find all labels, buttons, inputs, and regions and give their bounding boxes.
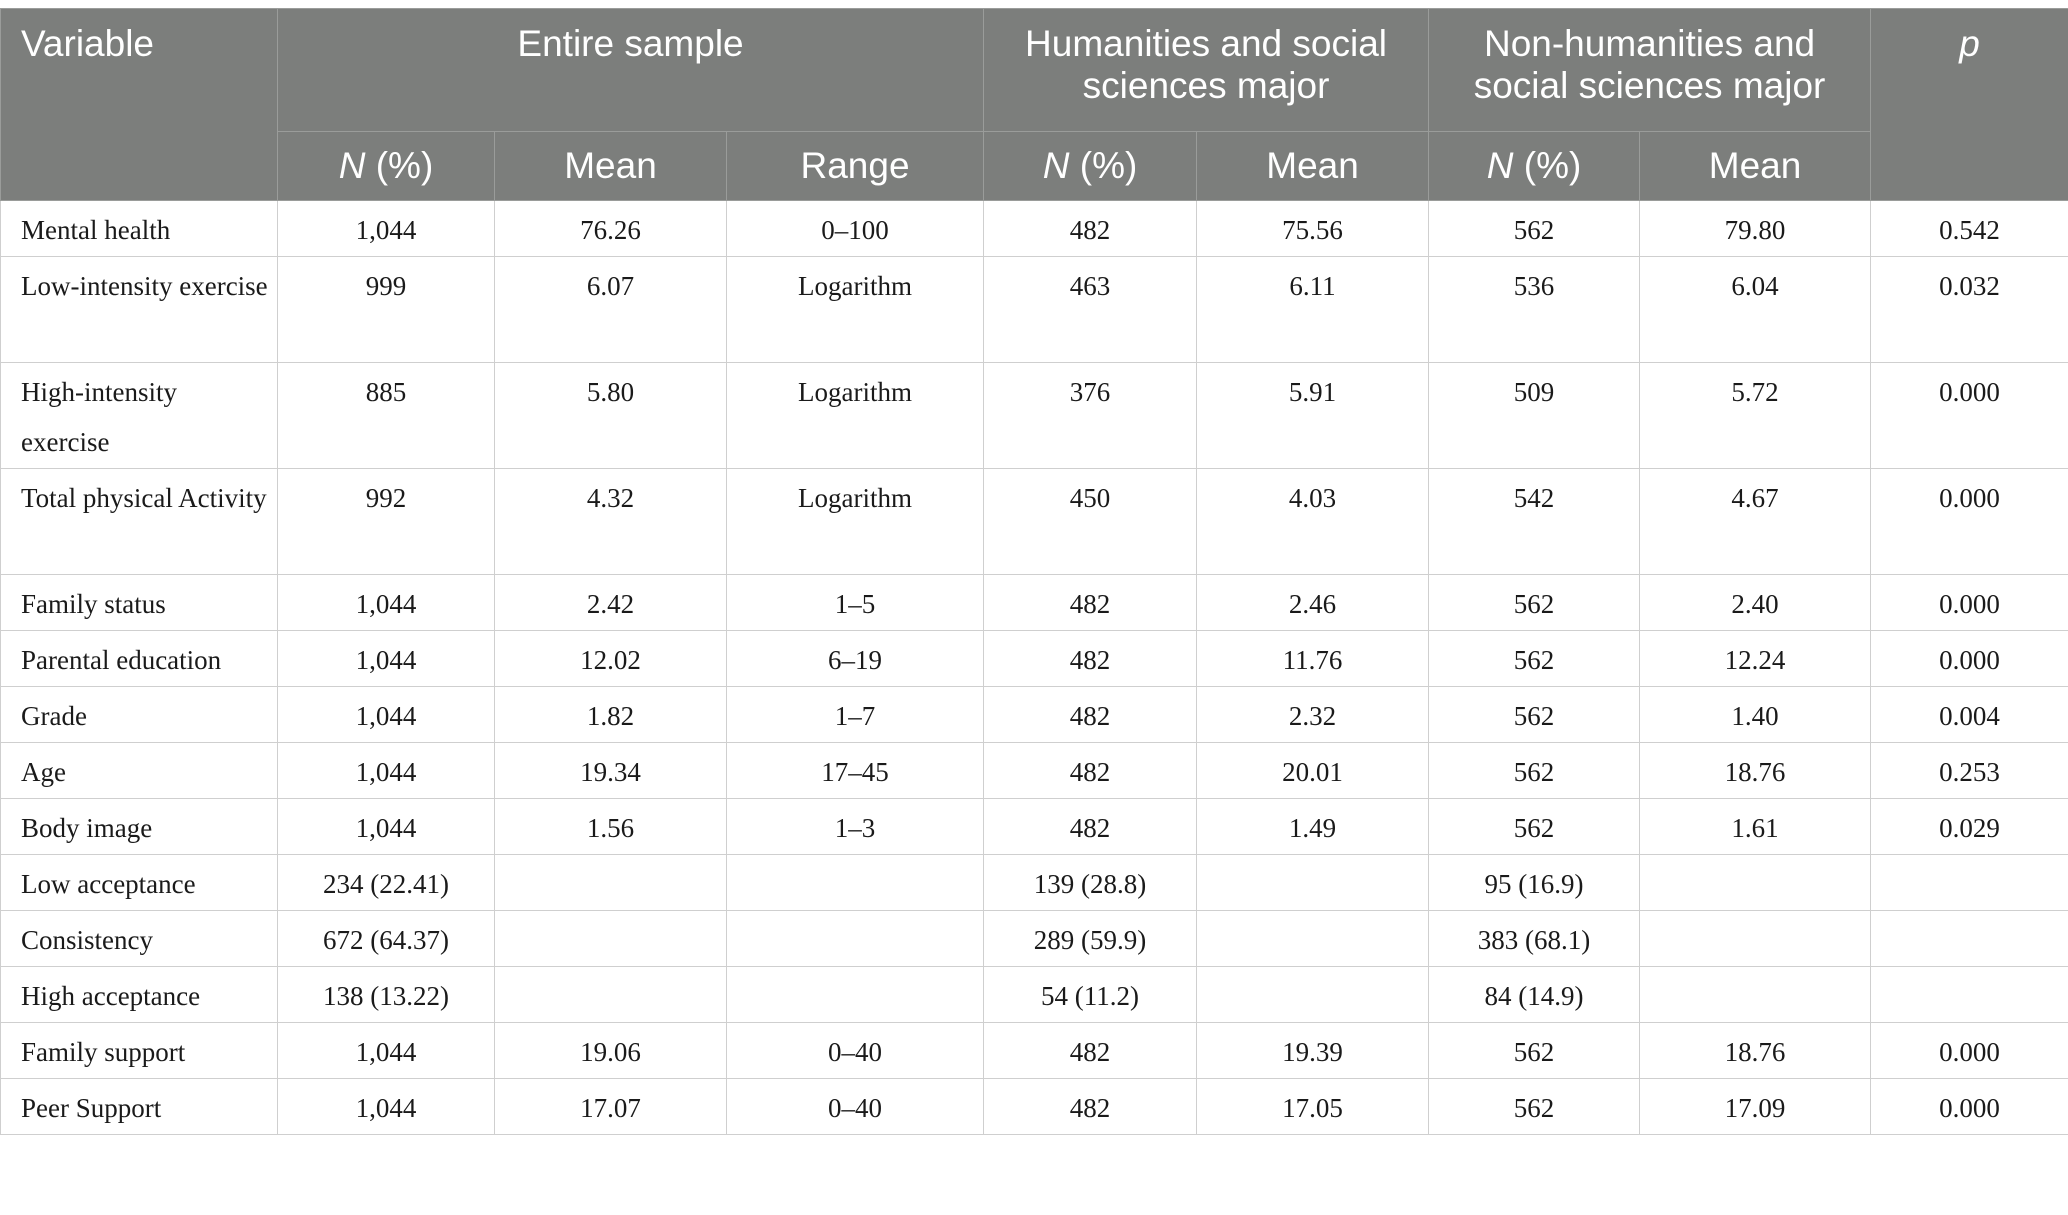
cell-humanities-mean: 20.01 [1197,743,1429,799]
table-row [1,1023,2068,1079]
cell-non-humanities-n: 84 (14.9) [1429,967,1640,1023]
subheader-non-humanities-n-pct [1429,132,1640,201]
cell-entire-mean: 1.56 [495,799,727,855]
cell-humanities-mean [1197,855,1429,911]
subheader-non-humanities-mean: Mean [1640,132,1871,201]
cell-non-humanities-mean: 17.09 [1640,1079,1871,1135]
cell-entire-mean: 1.82 [495,687,727,743]
cell-entire-mean: 12.02 [495,631,727,687]
pct-suffix: (%) [365,145,434,186]
cell-non-humanities-n: 562 [1429,1023,1640,1079]
cell-entire-range: 6–19 [727,631,984,687]
cell-variable: Low-intensity exercise [1,257,278,363]
header-entire-sample: Entire sample [278,9,984,132]
cell-p-value: 0.004 [1871,687,2068,743]
cell-variable: Consistency [1,911,278,967]
cell-entire-mean: 6.07 [495,257,727,363]
cell-variable: Parental education [1,631,278,687]
cell-variable: Age [1,743,278,799]
cell-non-humanities-mean: 18.76 [1640,1023,1871,1079]
cell-humanities-mean [1197,967,1429,1023]
cell-entire-range: 1–5 [727,575,984,631]
cell-entire-n: 138 (13.22) [278,967,495,1023]
table-row [1,855,2068,911]
cell-entire-mean: 76.26 [495,201,727,257]
cell-entire-range: Logarithm [727,363,984,469]
cell-entire-mean [495,855,727,911]
cell-humanities-n: 376 [984,363,1197,469]
cell-non-humanities-mean: 1.40 [1640,687,1871,743]
cell-humanities-n: 482 [984,575,1197,631]
table-row [1,743,2068,799]
table-row [1,799,2068,855]
cell-humanities-mean: 4.03 [1197,469,1429,575]
cell-p-value [1871,855,2068,911]
cell-humanities-mean: 2.32 [1197,687,1429,743]
header-humanities-major: Humanities and social sciences major [984,9,1429,132]
header-p-value: p [1871,9,2068,201]
cell-non-humanities-n: 562 [1429,1079,1640,1135]
cell-p-value [1871,911,2068,967]
cell-p-value: 0.000 [1871,469,2068,575]
cell-entire-range: 1–3 [727,799,984,855]
header-non-humanities-major: Non-humanities and social sciences major [1429,9,1871,132]
cell-entire-mean: 5.80 [495,363,727,469]
cell-p-value: 0.253 [1871,743,2068,799]
cell-humanities-mean: 19.39 [1197,1023,1429,1079]
cell-non-humanities-n: 562 [1429,799,1640,855]
cell-entire-n: 1,044 [278,201,495,257]
cell-entire-range: 0–100 [727,201,984,257]
cell-humanities-n: 482 [984,687,1197,743]
cell-non-humanities-mean: 12.24 [1640,631,1871,687]
cell-non-humanities-mean [1640,967,1871,1023]
cell-p-value: 0.000 [1871,575,2068,631]
cell-humanities-n: 482 [984,743,1197,799]
table-row [1,575,2068,631]
cell-humanities-mean: 2.46 [1197,575,1429,631]
table-row [1,967,2068,1023]
cell-non-humanities-mean [1640,911,1871,967]
cell-humanities-mean: 11.76 [1197,631,1429,687]
table-header [1,9,2068,201]
cell-p-value: 0.000 [1871,631,2068,687]
table-row [1,257,2068,363]
cell-variable: Peer Support [1,1079,278,1135]
table-row [1,1079,2068,1135]
subheader-entire-range: Range [727,132,984,201]
cell-humanities-mean [1197,911,1429,967]
cell-variable: Total physical Activity [1,469,278,575]
table-body [1,201,2068,1135]
cell-non-humanities-mean [1640,855,1871,911]
n-symbol: N [338,145,366,186]
cell-non-humanities-n: 562 [1429,687,1640,743]
cell-entire-n: 1,044 [278,799,495,855]
cell-entire-mean: 19.34 [495,743,727,799]
cell-humanities-mean: 17.05 [1197,1079,1429,1135]
cell-entire-range: 0–40 [727,1079,984,1135]
cell-non-humanities-n: 509 [1429,363,1640,469]
cell-non-humanities-mean: 1.61 [1640,799,1871,855]
cell-humanities-n: 54 (11.2) [984,967,1197,1023]
cell-non-humanities-mean: 5.72 [1640,363,1871,469]
cell-non-humanities-mean: 6.04 [1640,257,1871,363]
cell-entire-n: 1,044 [278,743,495,799]
cell-non-humanities-mean: 79.80 [1640,201,1871,257]
cell-entire-n: 1,044 [278,687,495,743]
cell-humanities-n: 482 [984,1079,1197,1135]
cell-non-humanities-n: 562 [1429,631,1640,687]
cell-entire-range [727,967,984,1023]
cell-entire-n: 992 [278,469,495,575]
table-row [1,631,2068,687]
cell-variable: Family support [1,1023,278,1079]
n-symbol: N [1042,145,1070,186]
cell-entire-n: 885 [278,363,495,469]
cell-entire-n: 234 (22.41) [278,855,495,911]
header-variable: Variable [1,9,278,201]
cell-variable: Mental health [1,201,278,257]
cell-humanities-n: 139 (28.8) [984,855,1197,911]
cell-non-humanities-mean: 18.76 [1640,743,1871,799]
cell-humanities-n: 450 [984,469,1197,575]
table-row [1,469,2068,575]
cell-p-value: 0.032 [1871,257,2068,363]
table-row [1,687,2068,743]
cell-entire-mean: 19.06 [495,1023,727,1079]
cell-entire-n: 1,044 [278,1079,495,1135]
cell-entire-range [727,911,984,967]
cell-humanities-n: 482 [984,1023,1197,1079]
cell-p-value: 0.000 [1871,1023,2068,1079]
cell-variable: High acceptance [1,967,278,1023]
cell-non-humanities-n: 562 [1429,575,1640,631]
cell-variable: Low acceptance [1,855,278,911]
subheader-humanities-n-pct [984,132,1197,201]
cell-humanities-mean: 1.49 [1197,799,1429,855]
cell-entire-mean [495,967,727,1023]
cell-entire-mean [495,911,727,967]
cell-humanities-n: 463 [984,257,1197,363]
cell-entire-n: 999 [278,257,495,363]
cell-entire-n: 1,044 [278,575,495,631]
cell-p-value: 0.029 [1871,799,2068,855]
table-row [1,363,2068,469]
cell-p-value [1871,967,2068,1023]
cell-non-humanities-n: 542 [1429,469,1640,575]
cell-p-value: 0.000 [1871,363,2068,469]
cell-p-value: 0.000 [1871,1079,2068,1135]
n-symbol: N [1486,145,1514,186]
cell-variable: Family status [1,575,278,631]
cell-humanities-n: 482 [984,201,1197,257]
cell-non-humanities-mean: 2.40 [1640,575,1871,631]
cell-entire-mean: 17.07 [495,1079,727,1135]
cell-entire-n: 672 (64.37) [278,911,495,967]
cell-non-humanities-mean: 4.67 [1640,469,1871,575]
cell-variable: Body image [1,799,278,855]
cell-non-humanities-n: 95 (16.9) [1429,855,1640,911]
cell-non-humanities-n: 562 [1429,201,1640,257]
table-row [1,201,2068,257]
pct-suffix: (%) [1069,145,1138,186]
cell-p-value: 0.542 [1871,201,2068,257]
cell-entire-n: 1,044 [278,631,495,687]
subheader-humanities-mean: Mean [1197,132,1429,201]
cell-entire-range: 17–45 [727,743,984,799]
cell-humanities-mean: 6.11 [1197,257,1429,363]
cell-humanities-n: 482 [984,799,1197,855]
cell-non-humanities-n: 562 [1429,743,1640,799]
cell-entire-n: 1,044 [278,1023,495,1079]
table-row [1,911,2068,967]
cell-variable: High-intensity exercise [1,363,278,469]
cell-entire-range: Logarithm [727,469,984,575]
cell-entire-range [727,855,984,911]
cell-variable: Grade [1,687,278,743]
cell-entire-mean: 4.32 [495,469,727,575]
cell-non-humanities-n: 383 (68.1) [1429,911,1640,967]
subheader-entire-mean: Mean [495,132,727,201]
cell-entire-mean: 2.42 [495,575,727,631]
cell-entire-range: 0–40 [727,1023,984,1079]
cell-non-humanities-n: 536 [1429,257,1640,363]
pct-suffix: (%) [1513,145,1582,186]
cell-humanities-mean: 5.91 [1197,363,1429,469]
cell-humanities-n: 482 [984,631,1197,687]
descriptive-statistics-table [0,8,2068,1135]
cell-entire-range: Logarithm [727,257,984,363]
cell-humanities-n: 289 (59.9) [984,911,1197,967]
cell-humanities-mean: 75.56 [1197,201,1429,257]
cell-entire-range: 1–7 [727,687,984,743]
subheader-entire-n-pct [278,132,495,201]
